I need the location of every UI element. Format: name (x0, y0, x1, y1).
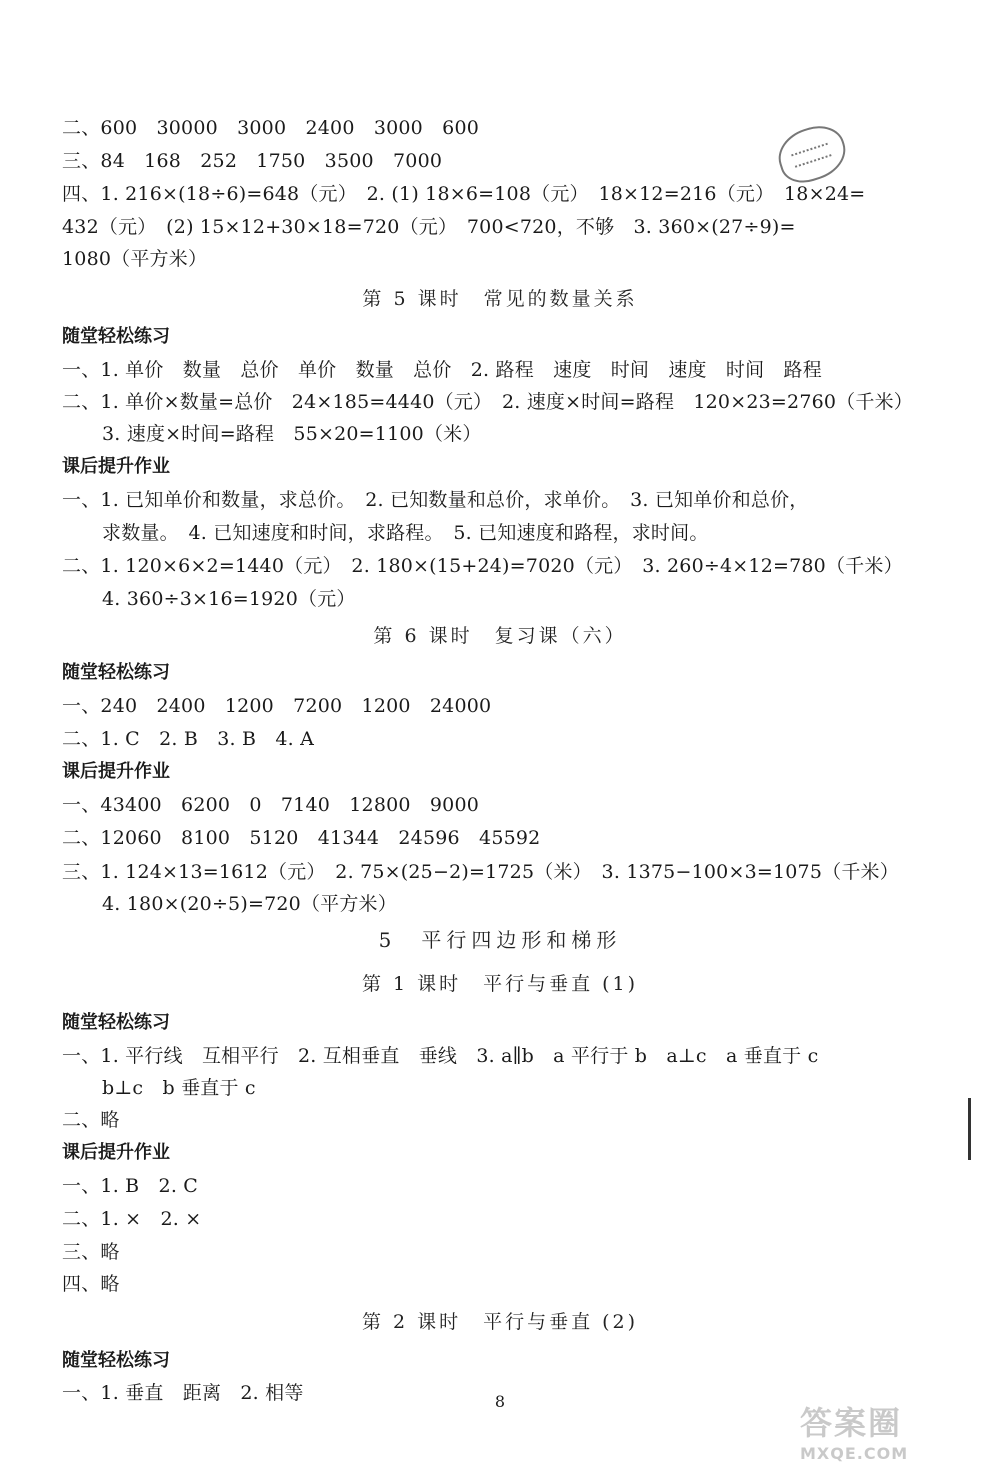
answer-line: 一、1. 已知单价和数量，求总价。 2. 已知数量和总价，求单价。 3. 已知单价和总价， (62, 489, 809, 511)
answer-line: 三、1. 124×13=1612（元） 2. 75×(25−2)=1725（米） 3. 1375−100×3=1075（千米） (62, 861, 899, 883)
watermark-logo (800, 1398, 990, 1464)
lesson-heading: 第 2 课时 平行与垂直 (2) (361, 1311, 639, 1333)
lesson-heading: 第 6 课时 复习课（六） (373, 625, 627, 647)
answer-line: 4. 360÷3×16=1920（元） (102, 588, 356, 610)
answer-line: 四、1. 216×(18÷6)=648（元） 2. (1) 18×6=108（元） 18×12=216（元） 18×24= (62, 183, 866, 205)
answer-line: 求数量。 4. 已知速度和时间，求路程。 5. 已知速度和路程，求时间。 (102, 522, 709, 544)
section-subheading: 课后提升作业 (62, 761, 170, 782)
answer-line: 四、略 (62, 1273, 120, 1295)
answer-line: 二、略 (62, 1109, 120, 1131)
answer-line: 一、240 2400 1200 7200 1200 24000 (62, 695, 492, 717)
answer-line: b⊥c b 垂直于 c (102, 1077, 256, 1099)
section-subheading: 随堂轻松练习 (62, 662, 170, 683)
answer-line: 1080（平方米） (62, 248, 208, 270)
answer-line: 三、略 (62, 1241, 120, 1263)
section-subheading: 课后提升作业 (62, 1142, 170, 1163)
watermark-text: 答案圈 (800, 1404, 903, 1442)
answer-line: 一、1. 单价 数量 总价 单价 数量 总价 2. 路程 速度 时间 速度 时间 路程 (62, 359, 822, 381)
answer-line: 二、1. C 2. B 3. B 4. A (62, 728, 315, 750)
answer-line: 一、1. B 2. C (62, 1175, 199, 1197)
section-subheading: 随堂轻松练习 (62, 1350, 170, 1371)
answer-line: 三、84 168 252 1750 3500 7000 (62, 150, 443, 172)
lesson-heading: 第 5 课时 常见的数量关系 (362, 288, 638, 310)
answer-line: 432（元） (2) 15×12+30×18=720（元） 700<720，不够 3. 360×(27÷9)= (62, 216, 796, 238)
answer-line: 3. 速度×时间=路程 55×20=1100（米） (102, 423, 482, 445)
answer-line: 二、1. × 2. × (62, 1208, 202, 1230)
unit-heading: 5 平行四边形和梯形 (378, 928, 622, 952)
section-subheading: 随堂轻松练习 (62, 326, 170, 347)
answer-line: 一、1. 垂直 距离 2. 相等 (62, 1382, 304, 1404)
answer-line: 二、12060 8100 5120 41344 24596 45592 (62, 827, 541, 849)
answer-line: 一、1. 平行线 互相平行 2. 互相垂直 垂线 3. a∥b a 平行于 b a⊥c a 垂直于 c (62, 1045, 819, 1067)
answer-line: 4. 180×(20÷5)=720（平方米） (102, 893, 397, 915)
answer-line: 一、43400 6200 0 7140 12800 9000 (62, 794, 480, 816)
lesson-heading: 第 1 课时 平行与垂直 (1) (361, 973, 639, 995)
answer-line: 二、1. 单价×数量=总价 24×185=4440（元） 2. 速度×时间=路程 120×23=2760（千米） (62, 391, 913, 413)
section-subheading: 随堂轻松练习 (62, 1012, 170, 1033)
section-subheading: 课后提升作业 (62, 456, 170, 477)
answer-line: 二、1. 120×6×2=1440（元） 2. 180×(15+24)=7020（元） 3. 260÷4×12=780（千米） (62, 555, 903, 577)
answer-line: 二、600 30000 3000 2400 3000 600 (62, 117, 480, 139)
watermark-url: MXQE.COM (800, 1444, 909, 1463)
page-number: 8 (494, 1392, 506, 1411)
margin-mark (968, 1098, 971, 1160)
